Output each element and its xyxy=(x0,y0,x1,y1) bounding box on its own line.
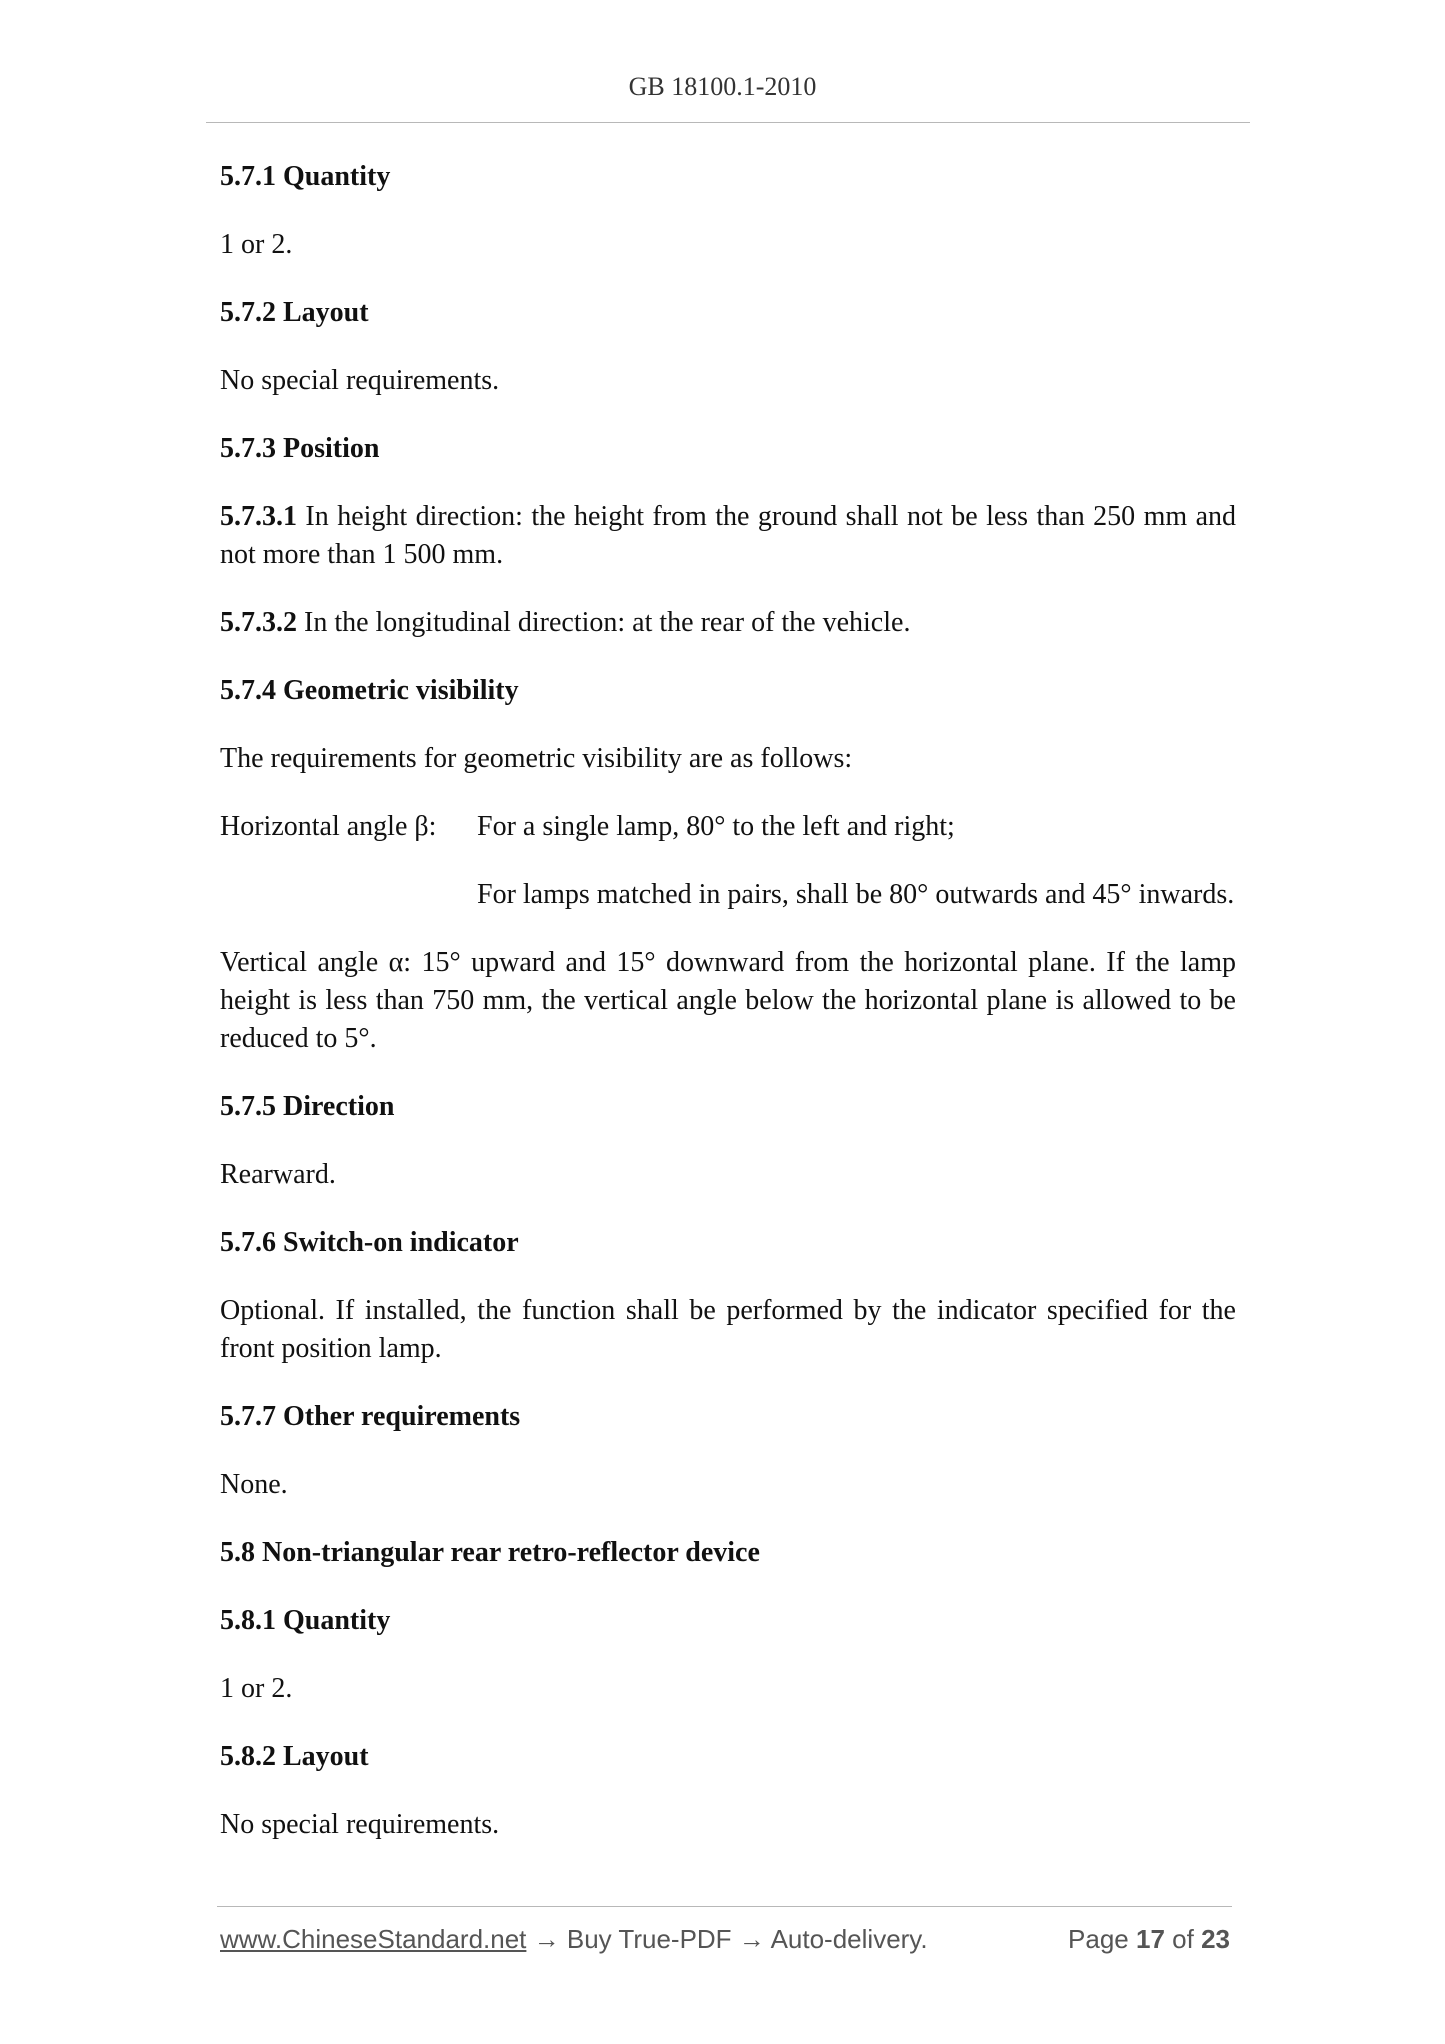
page-total: 23 xyxy=(1201,1924,1230,1954)
section-5-8-1-heading: 5.8.1 Quantity xyxy=(220,1605,391,1636)
section-5-7-4-heading: 5.7.4 Geometric visibility xyxy=(220,675,519,706)
page-footer xyxy=(220,1924,1230,1955)
page-indicator xyxy=(1068,1924,1230,1955)
horizontal-angle-single-lamp: For a single lamp, 80° to the left and right; xyxy=(477,811,955,842)
section-5-7-6-text: Optional. If installed, the function shall be performed by the indicator specified for the front position lamp. xyxy=(220,1295,1236,1364)
section-5-8-2-text: No special requirements. xyxy=(220,1809,500,1840)
section-5-7-1-text: 1 or 2. xyxy=(220,229,293,260)
section-5-7-3-1-paragraph xyxy=(220,498,1236,574)
horizontal-angle-row xyxy=(220,808,1236,846)
footer-tagline: → Buy True-PDF → Auto-delivery. xyxy=(526,1924,928,1954)
page-header: GB 18100.1-2010 xyxy=(628,72,817,101)
section-5-7-6-heading: 5.7.6 Switch-on indicator xyxy=(220,1227,519,1258)
page-current: 17 xyxy=(1136,1924,1165,1954)
section-5-8-1-text: 1 or 2. xyxy=(220,1673,293,1704)
horizontal-angle-label: Horizontal angle β: xyxy=(220,811,437,842)
section-5-8-2-heading: 5.8.2 Layout xyxy=(220,1741,369,1772)
section-5-7-3-2-number: 5.7.3.2 xyxy=(220,607,297,638)
section-5-7-7-text: None. xyxy=(220,1469,288,1500)
section-5-7-2-heading: 5.7.2 Layout xyxy=(220,297,369,328)
section-5-7-3-2-paragraph xyxy=(220,604,1236,642)
section-5-7-3-1-number: 5.7.3.1 xyxy=(220,501,297,532)
page-word: Page xyxy=(1068,1924,1129,1954)
section-5-7-1-heading: 5.7.1 Quantity xyxy=(220,161,391,192)
of-word: of xyxy=(1172,1924,1194,1954)
section-5-7-2-text: No special requirements. xyxy=(220,365,500,396)
footer-divider xyxy=(217,1906,1232,1907)
section-5-7-3-1-text: In height direction: the height from the ground shall not be less than 250 mm and not more than 1 500 mm. xyxy=(220,501,1236,570)
document-body xyxy=(220,158,1236,1874)
section-5-7-4-intro: The requirements for geometric visibility are as follows: xyxy=(220,743,853,774)
section-5-7-7-heading: 5.7.7 Other requirements xyxy=(220,1401,521,1432)
section-5-7-3-2-text: In the longitudinal direction: at the rear of the vehicle. xyxy=(297,607,911,638)
section-5-8-heading: 5.8 Non-triangular rear retro-reflector device xyxy=(220,1537,760,1568)
section-5-7-3-heading: 5.7.3 Position xyxy=(220,433,380,464)
section-5-7-5-heading: 5.7.5 Direction xyxy=(220,1091,395,1122)
section-5-7-5-text: Rearward. xyxy=(220,1159,336,1190)
website-link[interactable]: www.ChineseStandard.net xyxy=(220,1924,527,1954)
header-divider xyxy=(206,122,1250,123)
vertical-angle-text: Vertical angle α: 15° upward and 15° downward from the horizontal plane. If the lamp height is less than 750 mm, the vertical angle below the horizontal plane is allowed to be reduced to 5°. xyxy=(220,947,1236,1054)
horizontal-angle-paired-lamps: For lamps matched in pairs, shall be 80° outwards and 45° inwards. xyxy=(477,879,1235,910)
